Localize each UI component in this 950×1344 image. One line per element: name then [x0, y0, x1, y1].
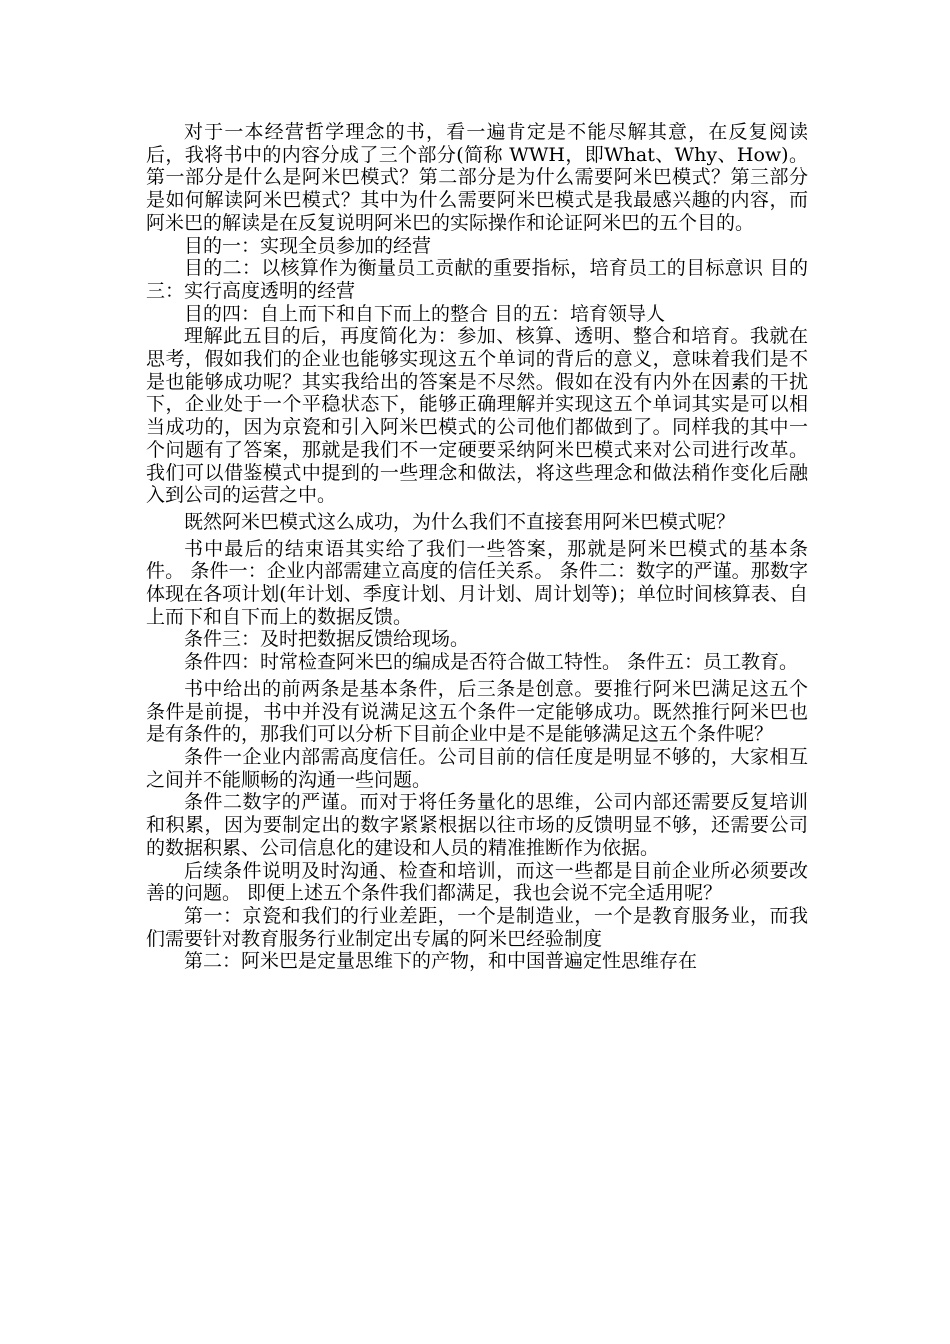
paragraph-point-1: 第一：京瓷和我们的行业差距，一个是制造业，一个是教育服务业，而我们需要针对教育服务行业制定出专属的阿米巴经验制度 — [146, 904, 808, 950]
paragraph-goal-1: 目的一：实现全员参加的经营 — [184, 234, 432, 257]
paragraph-point-2: 第二：阿米巴是定量思维下的产物，和中国普遍定性思维存在 — [184, 950, 698, 973]
paragraph-goal-2-3: 目的二：以核算作为衡量员工贡献的重要指标，培育员工的目标意识 目的三：实行高度透明的经营 — [146, 257, 808, 302]
paragraph-summary: 理解此五目的后，再度简化为：参加、核算、透明、整合和培育。我就在思考，假如我们的企业也能够实现这五个单词的背后的意义，意味着我们是不是也能够成功呢？其实我给出的答案是不尽然。假如在没有内外在因素的干扰下，企业处于一个平稳状态下，能够正确理解并实现这五个单词其实是可以相当成功的，因为京瓷和引入阿米巴模式的公司他们都做到了。同样我的其中一个问题有了答案，那就是我们不一定硬要采纳阿米巴模式来对公司进行改革。我们可以借鉴模式中提到的一些理念和做法，将这些理念和做法稍作变化后融入到公司的运营之中。 — [146, 325, 808, 507]
paragraph-analysis: 书中给出的前两条是基本条件，后三条是创意。要推行阿米巴满足这五个条件是前提，书中并没有说满足这五个条件一定能够成功。既然推行阿米巴也是有条件的，那我们可以分析下目前企业中是不是能够满足这五个条件呢？ — [146, 677, 808, 746]
paragraph-condition-3: 条件三：及时把数据反馈给现场。 — [184, 628, 470, 651]
paragraph-conditions-4-5: 条件四：时常检查阿米巴的编成是否符合做工特性。 条件五：员工教育。 — [184, 651, 799, 674]
paragraph-numbers: 条件二数字的严谨。而对于将任务量化的思维，公司内部还需要反复培训和积累，因为要制定出的数字紧紧根据以往市场的反馈明显不够，还需要公司的数据积累、公司信息化的建设和人员的精准推断作为依据。 — [146, 791, 808, 859]
paragraph-question: 既然阿米巴模式这么成功，为什么我们不直接套用阿米巴模式呢？ — [184, 510, 736, 533]
paragraph-intro: 对于一本经营哲学理念的书，看一遍肯定是不能尽解其意，在反复阅读后，我将书中的内容分成了三个部分(简称 WWH，即What、Why、How)。第一部分是什么是阿米巴模式？第二部分是为什么需要阿米巴模式？第三部分是如何解读阿米巴模式？其中为什么需要阿米巴模式是我最感兴趣的内容，而阿米巴的解读是在反复说明阿米巴的实际操作和论证阿米巴的五个目的。 — [146, 121, 808, 234]
paragraph-goal-4-5: 目的四：自上而下和自下而上的整合 目的五：培育领导人 — [184, 302, 666, 325]
paragraph-follow-up: 后续条件说明及时沟通、检查和培训，而这一些都是目前企业所必须要改善的问题。 即便上述五个条件我们都满足，我也会说不完全适用呢？ — [146, 859, 808, 905]
document-body — [146, 121, 808, 973]
paragraph-trust: 条件一企业内部需高度信任。公司目前的信任度是明显不够的，大家相互之间并不能顺畅的沟通一些问题。 — [146, 745, 808, 791]
paragraph-conditions-1-2: 书中最后的结束语其实给了我们一些答案，那就是阿米巴模式的基本条件。 条件一：企业内部需建立高度的信任关系。 条件二：数字的严谨。那数字体现在各项计划(年计划、季度计划、月计划、周计划等)；单位时间核算表、自上而下和自下而上的数据反馈。 — [146, 537, 808, 628]
